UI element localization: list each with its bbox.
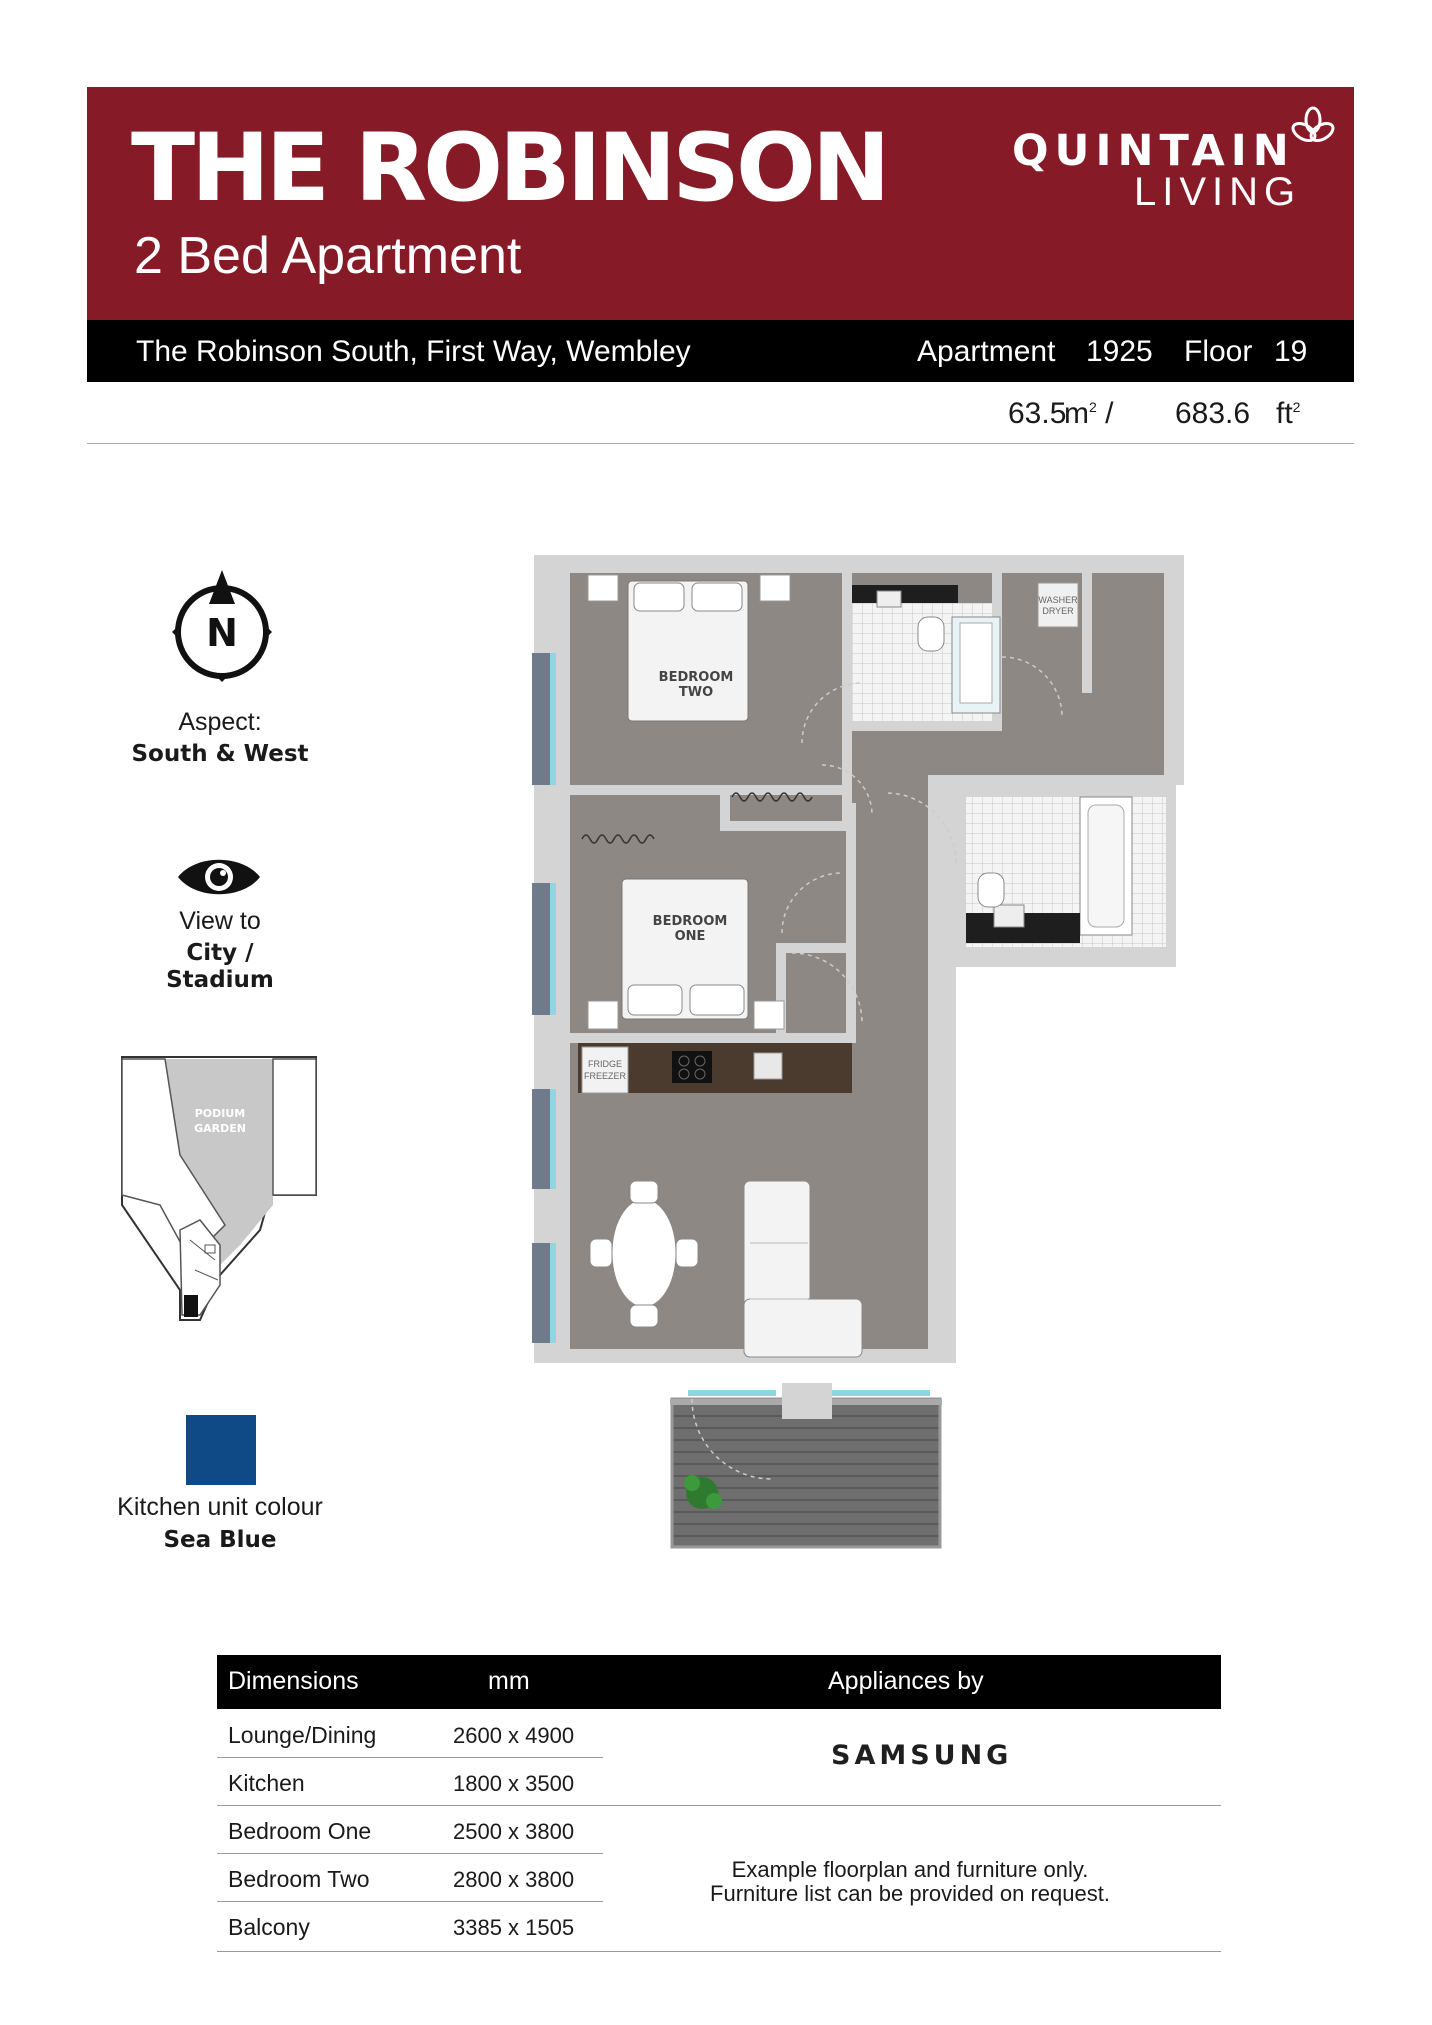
table-row-room: Balcony [228, 1914, 310, 1940]
bedroom-one-label-line1: BEDROOM [652, 914, 728, 929]
brand-name: QUINTAIN [1012, 126, 1295, 176]
area-sqft-value: 683.6 [1175, 397, 1251, 430]
bedroom-two-label-line1: BEDROOM [658, 670, 734, 685]
site-plan [120, 1055, 320, 1325]
bedroom-two-label-line2: TWO [678, 685, 714, 700]
washer-label-line1: WASHER [1038, 595, 1078, 605]
column-header-dimensions: Dimensions [228, 1667, 359, 1695]
kitchen-colour-label: Kitchen unit colour [117, 1493, 323, 1521]
table-row-size: 3385 x 1505 [453, 1915, 575, 1940]
kitchen-colour-value: Sea Blue [163, 1527, 277, 1553]
apartment-label: Apartment [917, 335, 1056, 368]
aspect-label: Aspect: [178, 708, 262, 736]
table-row-size: 1800 x 3500 [453, 1771, 575, 1796]
fridge-label-line2: FREEZER [583, 1071, 627, 1081]
table-row-room: Bedroom Two [228, 1866, 370, 1892]
compass-letter: N [206, 611, 238, 655]
divider [217, 1853, 603, 1854]
page-subtitle: 2 Bed Apartment [134, 227, 522, 285]
divider [217, 1951, 1221, 1952]
site-plan-label-line2: GARDEN [194, 1122, 246, 1135]
table-row-room: Lounge/Dining [228, 1722, 377, 1748]
apartment-number: 1925 [1086, 335, 1153, 368]
divider [87, 443, 1354, 444]
column-header-units: mm [488, 1667, 530, 1695]
divider [217, 1901, 603, 1902]
brand-name-sub: LIVING [1134, 170, 1302, 214]
table-row-size: 2500 x 3800 [453, 1819, 575, 1844]
view-value-line2: Stadium [166, 967, 274, 993]
disclaimer-line1: Example floorplan and furniture only. [731, 1857, 1089, 1882]
washer-label-line2: DRYER [1042, 606, 1074, 616]
table-row-size: 2800 x 3800 [453, 1867, 575, 1892]
table-row-size: 2600 x 4900 [453, 1723, 575, 1748]
column-header-appliances: Appliances by [828, 1667, 984, 1695]
table-row-room: Bedroom One [228, 1818, 372, 1844]
area-sqm-unit: $m^2$ / [1064, 397, 1114, 430]
table-row-room: Kitchen [228, 1770, 305, 1796]
fridge-label-line1: FRIDGE [587, 1059, 623, 1069]
address: The Robinson South, First Way, Wembley [136, 335, 691, 368]
page-title: THE ROBINSON [131, 114, 887, 223]
site-plan-label-line1: PODIUM [194, 1107, 246, 1120]
trefoil-logo-icon [1290, 104, 1336, 150]
area-sqm-value: 63.5 [1008, 397, 1067, 430]
kitchen-colour-swatch [186, 1415, 256, 1485]
floor-plan [532, 553, 1192, 1549]
view-label: View to [179, 907, 261, 935]
divider [217, 1757, 603, 1758]
floor-number: 19 [1274, 335, 1308, 368]
table-header [217, 1655, 1221, 1709]
eye-icon [176, 854, 262, 900]
floor-label: Floor [1184, 335, 1253, 368]
compass-icon [166, 568, 278, 688]
samsung-logo: SAMSUNG [831, 1740, 1013, 1771]
view-value-line1: City / [186, 940, 254, 966]
aspect-value: South & West [131, 741, 309, 767]
divider [217, 1805, 1221, 1806]
area-sqft-unit: $ft^2$ [1276, 397, 1301, 430]
disclaimer-line2: Furniture list can be provided on request. [710, 1881, 1110, 1906]
bedroom-one-label-line2: ONE [674, 929, 706, 944]
